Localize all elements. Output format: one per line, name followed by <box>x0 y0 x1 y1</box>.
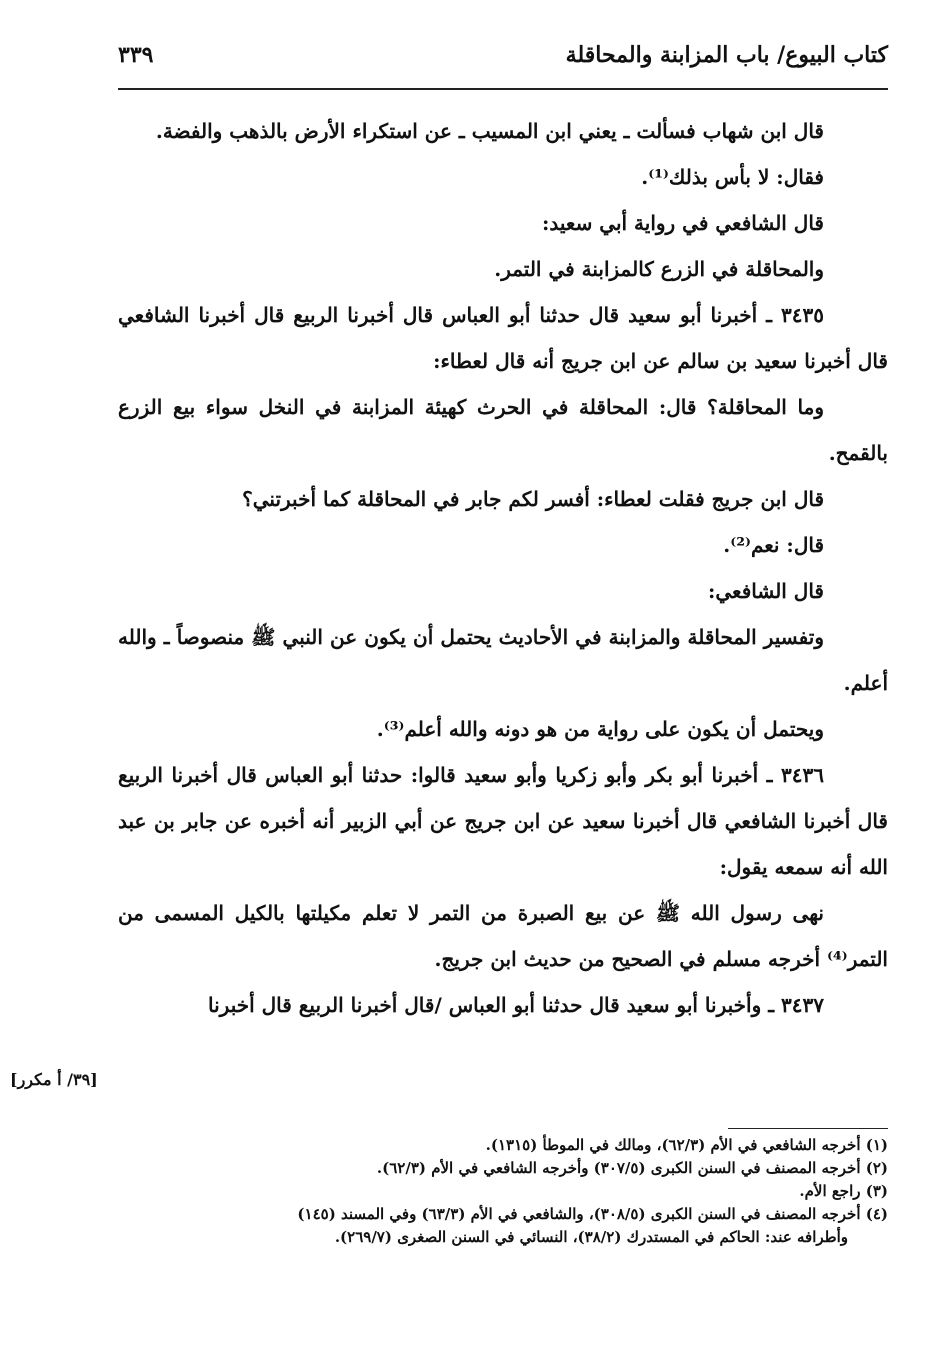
paragraph-3: قال الشافعي في رواية أبي سعيد: <box>542 211 824 235</box>
paragraph-9: قال الشافعي: <box>708 579 824 603</box>
paragraph-6: وما المحاقلة؟ قال: المحاقلة في الحرث كهيئة المزابنة في النخل سواء بيع الزرع بالقمح. <box>118 395 888 465</box>
paragraph-2: فقال: لا بأس بذلك⁽¹⁾. <box>641 165 824 189</box>
header-rule <box>118 88 888 90</box>
hadith-3437: ٣٤٣٧ ـ وأخبرنا أبو سعيد قال حدثنا أبو العباس /قال أخبرنا الربيع قال أخبرنا <box>208 993 824 1017</box>
running-title: كتاب البيوع/ باب المزابنة والمحاقلة <box>565 42 888 68</box>
paragraph-8: قال: نعم⁽²⁾. <box>723 533 824 557</box>
footnote-3: (٣) راجع الأم. <box>799 1182 888 1200</box>
footnote-4-continuation: وأطرافه عند: الحاكم في المستدرك (٣٨/٢)، النسائي في السنن الصغرى (٢٦٩/٧). <box>334 1228 848 1246</box>
footnote-2: (٢) أخرجه المصنف في السنن الكبرى (٣٠٧/٥) وأخرجه الشافعي في الأم (٦٢/٣). <box>376 1159 888 1177</box>
footnotes <box>118 1134 888 1249</box>
footnote-rule <box>728 1128 888 1129</box>
paragraph-1: قال ابن شهاب فسألت ـ يعني ابن المسيب ـ عن استكراء الأرض بالذهب والفضة. <box>155 119 824 143</box>
paragraph-13: نهى رسول الله ﷺ عن بيع الصبرة من التمر لا تعلم مكيلتها بالكيل المسمى من التمر⁽⁴⁾ أخرجه مسلم في الصحيح من حديث ابن جريج. <box>118 901 888 971</box>
paragraph-7: قال ابن جريج فقلت لعطاء: أفسر لكم جابر في المحاقلة كما أخبرتني؟ <box>242 487 824 511</box>
page-number: ٣٣٩ <box>118 42 154 68</box>
footnote-4: (٤) أخرجه المصنف في السنن الكبرى (٣٠٨/٥)، والشافعي في الأم (٦٣/٣) وفي المسند (١٤٥) <box>297 1205 888 1223</box>
paragraph-4: والمحاقلة في الزرع كالمزابنة في التمر. <box>494 257 824 281</box>
hadith-3436: ٣٤٣٦ ـ أخبرنا أبو بكر وأبو زكريا وأبو سعيد قالوا: حدثنا أبو العباس قال أخبرنا الربيع قال أخبرنا الشافعي قال أخبرنا سعيد عن ابن جريج عن أبي الزبير أنه أخبره عن جابر بن عبد الله أنه سمعه يقول: <box>118 763 888 879</box>
paragraph-11: ويحتمل أن يكون على رواية من هو دونه والله أعلم⁽³⁾. <box>376 717 824 741</box>
paragraph-10: وتفسير المحاقلة والمزابنة في الأحاديث يحتمل أن يكون عن النبي ﷺ منصوصاً ـ والله أعلم. <box>118 625 888 695</box>
margin-note: [٣٩/ أ مكرر] <box>10 1070 98 1089</box>
footnote-1: (١) أخرجه الشافعي في الأم (٦٢/٣)، ومالك في الموطأ (١٣١٥). <box>485 1136 888 1154</box>
page-header <box>118 42 888 82</box>
main-text <box>118 108 888 1028</box>
hadith-3435: ٣٤٣٥ ـ أخبرنا أبو سعيد قال حدثنا أبو العباس قال أخبرنا الربيع قال أخبرنا الشافعي قال أخبرنا سعيد بن سالم عن ابن جريج أنه قال لعطاء: <box>118 303 888 373</box>
